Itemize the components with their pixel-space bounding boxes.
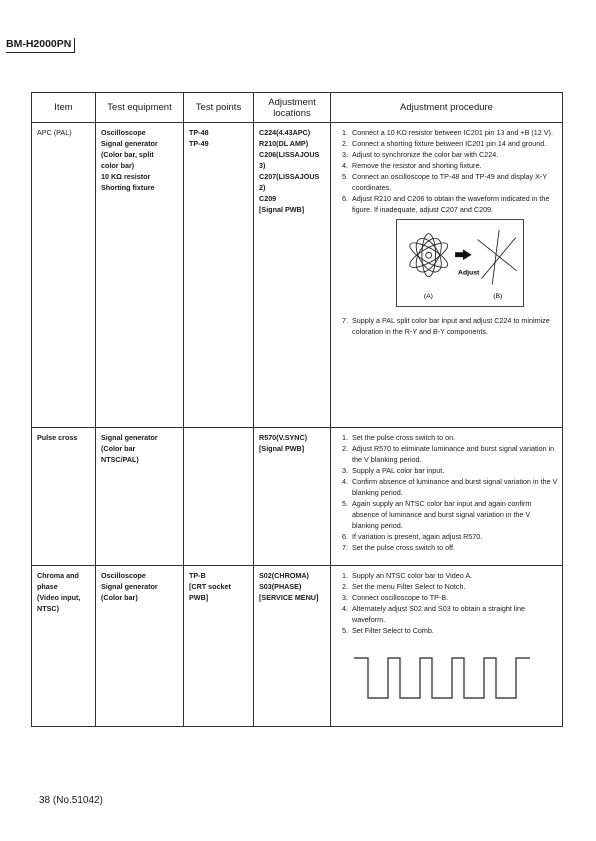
adjust-label: Adjust [458, 269, 480, 277]
step: 3. Adjust to synchronize the color bar with C224. [350, 149, 558, 160]
lissajous-figure [397, 220, 523, 306]
step: 5. Again supply an NTSC color bar input and again confirm absence of luminance and burst signal variation in the V blanking period. [350, 498, 558, 531]
step: 3. Connect oscilloscope to TP-B. [350, 592, 558, 603]
step: 4. Alternately adjust S02 and S03 to obtain a straight line waveform. [350, 603, 558, 625]
lissajous-diagram [336, 219, 558, 309]
step: 7. Set the pulse cross switch to off. [350, 542, 558, 553]
equipment-cell: Signal generator (Color bar NTSC/PAL) [96, 428, 184, 566]
step: 5. Set Filter Select to Comb. [350, 625, 558, 636]
square-waveform [336, 642, 558, 714]
procedure-steps [336, 127, 558, 215]
header-adjustment-procedure: Adjustment procedure [331, 93, 563, 123]
model-number: BM-H2000PN [6, 38, 75, 53]
equipment-cell: Oscilloscope Signal generator (Color bar) [96, 566, 184, 727]
procedure-steps [336, 432, 558, 553]
waveform-b [478, 230, 517, 285]
step: 1. Supply an NTSC color bar to Video A. [350, 570, 558, 581]
procedure-steps [336, 570, 558, 636]
table-row [32, 123, 563, 428]
step: 7. Supply a PAL split color bar input and adjust C224 to minimize coloration in the R-Y and B-Y components. [350, 315, 558, 337]
test-points-cell [184, 428, 254, 566]
table-row [32, 566, 563, 727]
step: 1. Connect a 10 KΩ resistor between IC201 pin 13 and +B (12 V). [350, 127, 558, 138]
locations-cell: C224(4.43APC) R210(DL AMP) C206(LISSAJOUS 3) C207(LISSAJOUS 2) C209 [Signal PWB] [254, 123, 331, 428]
step: 2. Connect a shorting fixture between IC201 pin 14 and ground. [350, 138, 558, 149]
label-b: (B) [493, 293, 503, 301]
step: 5. Connect an oscilloscope to TP-48 and TP-49 and display X-Y coordinates. [350, 171, 558, 193]
test-points-cell: TP-48 TP-49 [184, 123, 254, 428]
step: 4. Confirm absence of luminance and burst signal variation in the V blanking period. [350, 476, 558, 498]
label-a: (A) [423, 293, 433, 301]
step: 2. Adjust R570 to eliminate luminance and burst signal variation in the V blanking period. [350, 443, 558, 465]
step: 6. Adjust R210 and C206 to obtain the waveform indicated in the figure. If inadequate, adjust C207 and C209. [350, 193, 558, 215]
step: 1. Set the pulse cross switch to on. [350, 432, 558, 443]
square-wave-figure [352, 656, 542, 702]
item-cell: Chroma and phase (Video input, NTSC) [32, 566, 96, 727]
adjustment-table [31, 92, 563, 727]
step: 2. Set the menu Filter Select to Notch. [350, 581, 558, 592]
header-adjustment-locations: Adjustment locations [254, 93, 331, 123]
step: 3. Supply a PAL color bar input. [350, 465, 558, 476]
item-cell: APC (PAL) [32, 123, 96, 428]
header-test-equipment: Test equipment [96, 93, 184, 123]
table-row [32, 428, 563, 566]
locations-cell: R570(V.SYNC) [Signal PWB] [254, 428, 331, 566]
locations-cell: S02(CHROMA) S03(PHASE) [SERVICE MENU] [254, 566, 331, 727]
step: 4. Remove the resistor and shorting fixture. [350, 160, 558, 171]
equipment-cell: Oscilloscope Signal generator (Color bar, split color bar) 10 KΩ resistor Shorting fixture [96, 123, 184, 428]
item-cell: Pulse cross [32, 428, 96, 566]
procedure-cell [331, 123, 563, 428]
procedure-cell [331, 428, 563, 566]
step: 6. If variation is present, again adjust R570. [350, 531, 558, 542]
adjust-arrow-icon [455, 249, 472, 260]
table-header-row [32, 93, 563, 123]
test-points-cell: TP-B [CRT socket PWB] [184, 566, 254, 727]
page-number: 38 (No.51042) [39, 795, 103, 806]
header-test-points: Test points [184, 93, 254, 123]
procedure-steps-continued [336, 315, 558, 337]
header-item: Item [32, 93, 96, 123]
procedure-cell [331, 566, 563, 727]
waveform-a [407, 234, 451, 277]
